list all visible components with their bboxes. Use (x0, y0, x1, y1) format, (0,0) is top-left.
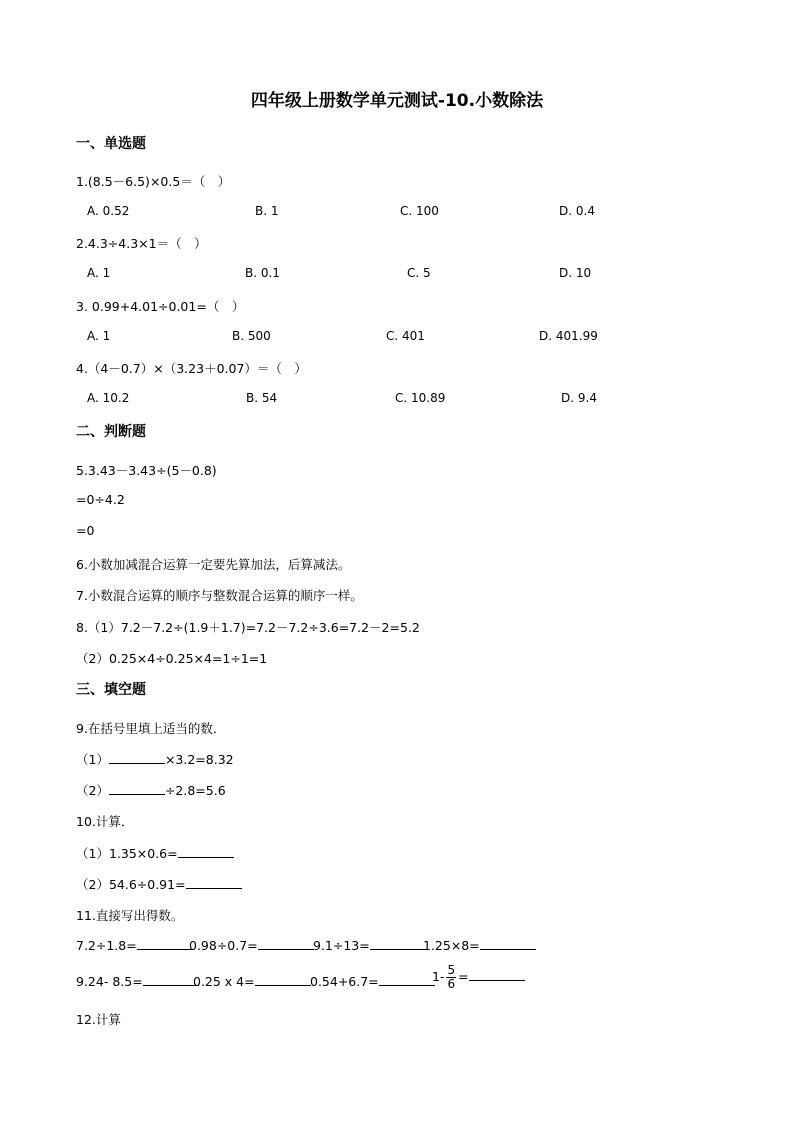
q10-p1-text: （1）1.35×0.6= (76, 846, 178, 861)
question-9: 9.在括号里填上适当的数． (76, 721, 226, 736)
question-8-line-1: 8.（1）7.2－7.2÷(1.9＋1.7)=7.2－7.2÷3.6=7.2－2=5.2 (76, 620, 420, 635)
section-heading-fill-blank: 三、填空题 (76, 682, 146, 698)
answer-blank[interactable] (109, 783, 165, 795)
q4-option-d: D. 9.4 (561, 391, 597, 405)
question-7: 7.小数混合运算的顺序与整数混合运算的顺序一样。 (76, 588, 363, 603)
answer-blank[interactable] (379, 974, 435, 986)
question-12: 12.计算 (76, 1012, 121, 1027)
q2-option-b: B. 0.1 (245, 266, 280, 280)
question-4: 4.（4－0.7）×（3.23＋0.07）＝（ ） (76, 361, 307, 376)
question-10-part-2 (76, 875, 242, 893)
answer-blank[interactable] (258, 938, 314, 950)
answer-blank[interactable] (143, 974, 199, 986)
fraction (446, 964, 456, 991)
q1-option-d: D. 0.4 (559, 204, 595, 218)
question-5-line-1: 5.3.43－3.43÷(5－0.8) (76, 463, 217, 478)
q1-option-b: B. 1 (255, 204, 279, 218)
q2-option-d: D. 10 (559, 266, 592, 280)
q9-p2-suffix: ÷2.8=5.6 (164, 783, 226, 798)
question-5-line-3: =0 (76, 523, 95, 538)
q4-option-b: B. 54 (246, 391, 278, 405)
question-9-part-2 (76, 781, 226, 799)
q11-row2-item-2: 0.25 x 4= (193, 974, 311, 989)
question-9-part-1 (76, 750, 234, 768)
question-10-part-1 (76, 844, 234, 862)
q4-option-c: C. 10.89 (395, 391, 446, 405)
q11-row2-item-1: 9.24- 8.5= (76, 974, 199, 989)
q1-option-c: C. 100 (400, 204, 439, 218)
q9-p2-prefix: （2） (76, 783, 109, 798)
answer-blank[interactable] (469, 969, 525, 981)
q11-row2-item-3: 0.54+6.7= (310, 974, 435, 989)
answer-blank[interactable] (370, 938, 426, 950)
answer-blank[interactable] (186, 877, 242, 889)
question-11: 11.直接写出得数。 (76, 908, 184, 923)
q2-option-c: C. 5 (407, 266, 431, 280)
q9-p1-prefix: （1） (76, 752, 109, 767)
fraction-denominator: 6 (447, 977, 456, 991)
q1-option-a: A. 0.52 (87, 204, 130, 218)
q9-p1-suffix: ×3.2=8.32 (164, 752, 234, 767)
answer-blank[interactable] (480, 938, 536, 950)
question-8-line-2: （2）0.25×4÷0.25×4=1÷1=1 (76, 651, 268, 666)
q11-row1-item-1: 7.2÷1.8= (76, 938, 193, 953)
question-10: 10.计算． (76, 814, 134, 829)
question-5-line-2: =0÷4.2 (76, 492, 125, 507)
q3-option-d: D. 401.99 (539, 329, 598, 343)
q11-row1-item-2: 0.98÷0.7= (189, 938, 314, 953)
section-heading-true-false: 二、判断题 (76, 424, 146, 440)
answer-blank[interactable] (255, 974, 311, 986)
question-2: 2.4.3÷4.3×1＝（ ） (76, 236, 207, 251)
answer-blank[interactable] (109, 752, 165, 764)
q3-option-a: A. 1 (87, 329, 111, 343)
q3-option-b: B. 500 (232, 329, 271, 343)
q3-option-c: C. 401 (386, 329, 425, 343)
question-6: 6.小数加减混合运算一定要先算加法，后算减法。 (76, 557, 351, 572)
q11-row2-item-4: 1- $\frac{5}{6}$ = (432, 964, 525, 991)
q11-row1-item-4: 1.25×8= (423, 938, 536, 953)
q11-row1-item-3: 9.1÷13= (313, 938, 426, 953)
q2-option-a: A. 1 (87, 266, 111, 280)
section-heading-single-choice: 一、单选题 (76, 136, 146, 152)
answer-blank[interactable] (137, 938, 193, 950)
page-title: 四年级上册数学单元测试-10.小数除法 (250, 91, 544, 111)
q4-option-a: A. 10.2 (87, 391, 130, 405)
question-1: 1.(8.5－6.5)×0.5＝（ ） (76, 174, 231, 189)
question-3: 3. 0.99+4.01÷0.01=（ ） (76, 299, 245, 314)
q10-p2-text: （2）54.6÷0.91= (76, 877, 186, 892)
fraction-numerator: 5 (447, 963, 456, 977)
answer-blank[interactable] (178, 846, 234, 858)
